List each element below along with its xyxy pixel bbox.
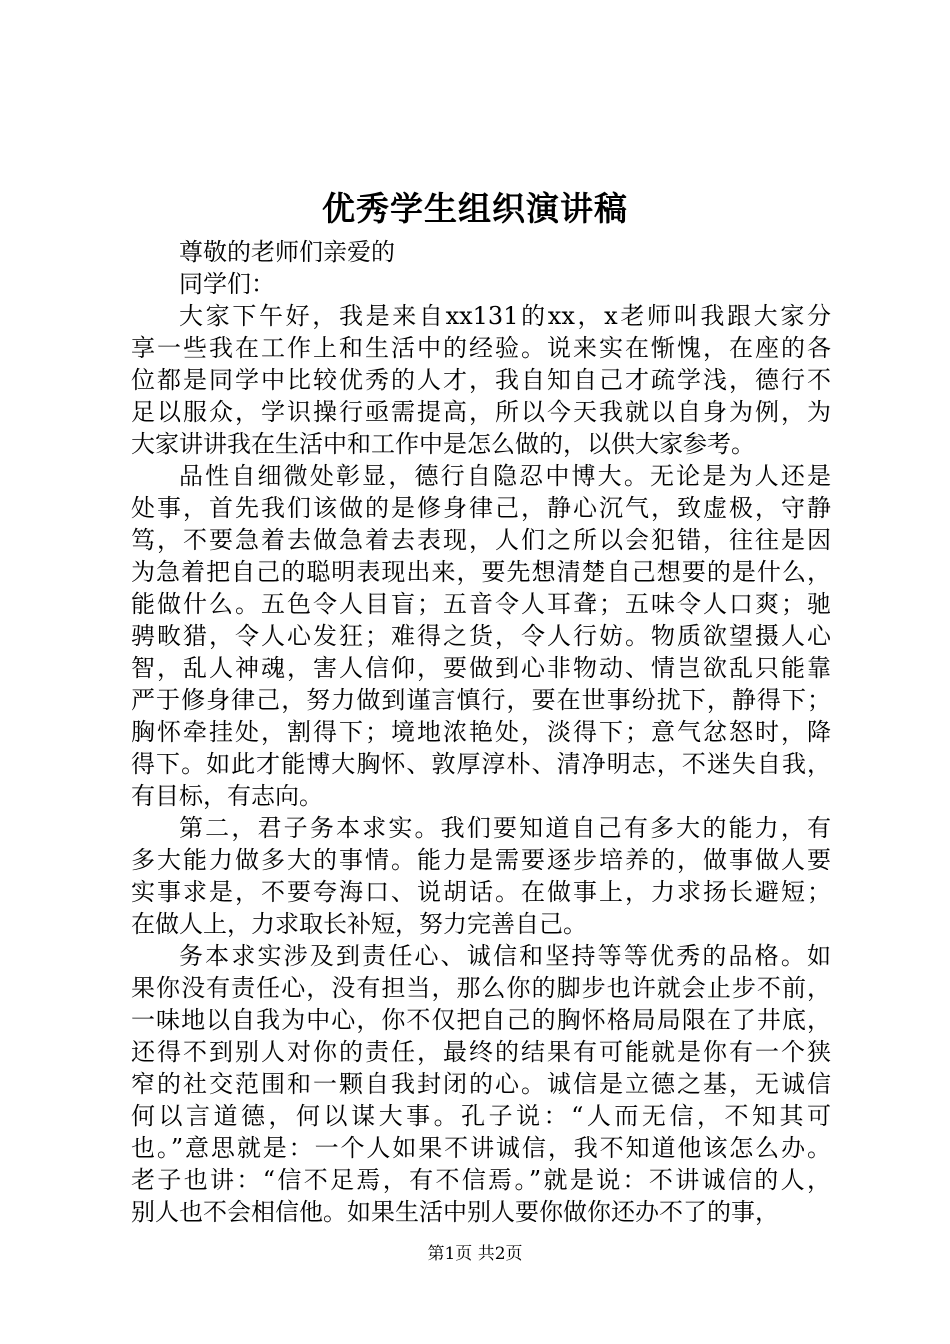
text-line: 第二，君子务本求实。我们要知道自己有多大的能力，有 — [179, 814, 831, 842]
text-line: 笃，不要急着去做急着去表现，人们之所以会犯错，往往是因 — [131, 526, 831, 554]
text-line: 智，乱人神魂，害人信仰，要做到心非物动、情岂欲乱只能靠 — [131, 654, 831, 682]
text-line: 何以言道德，何以谋大事。孔子说：“人而无信，不知其可 — [131, 1102, 831, 1130]
text-line: 果你没有责任心，没有担当，那么你的脚步也许就会止步不前， — [131, 974, 831, 1002]
text-line: 位都是同学中比较优秀的人才，我自知自己才疏学浅，德行不 — [131, 366, 831, 394]
text-line: 一味地以自我为中心，你不仅把自己的胸怀格局局限在了井底， — [131, 1006, 831, 1034]
text-line: 大家讲讲我在生活中和工作中是怎么做的，以供大家参考。 — [131, 430, 755, 458]
text-line: 为急着把自己的聪明表现出来，要先想清楚自己想要的是什么， — [131, 558, 831, 586]
text-line: 有目标，有志向。 — [131, 782, 323, 810]
text-line: 胸怀牵挂处，割得下；境地浓艳处，淡得下；意气忿怒时，降 — [131, 718, 831, 746]
document-body — [131, 236, 831, 1228]
page-footer: 第1页 共2页 — [427, 1244, 523, 1264]
text-line: 足以服众，学识操行亟需提高，所以今天我就以自身为例，为 — [131, 398, 831, 426]
text-line: 处事，首先我们该做的是修身律己，静心沉气，致虚极，守静 — [131, 494, 831, 522]
text-line: 务本求实涉及到责任心、诚信和坚持等等优秀的品格。如 — [179, 942, 831, 970]
text-line: 同学们： — [179, 270, 275, 298]
text-line: 能做什么。五色令人目盲；五音令人耳聋；五味令人口爽；驰 — [131, 590, 831, 618]
text-line: 尊敬的老师们亲爱的 — [179, 238, 395, 266]
text-line: 骋畋猎，令人心发狂；难得之货，令人行妨。物质欲望摄人心 — [131, 622, 831, 650]
text-line: 实事求是，不要夸海口、说胡话。在做事上，力求扬长避短； — [131, 878, 831, 906]
text-line: 大家下午好，我是来自xx131的xx，x老师叫我跟大家分 — [179, 302, 831, 330]
text-line: 享一些我在工作上和生活中的经验。说来实在惭愧，在座的各 — [131, 334, 831, 362]
text-line: 还得不到别人对你的责任，最终的结果有可能就是你有一个狭 — [131, 1038, 831, 1066]
text-line: 别人也不会相信他。如果生活中别人要你做你还办不了的事， — [131, 1198, 779, 1226]
text-line: 在做人上，力求取长补短，努力完善自己。 — [131, 910, 587, 938]
text-line: 也。”意思就是：一个人如果不讲诚信，我不知道他该怎么办。 — [131, 1134, 831, 1162]
text-line: 严于修身律己，努力做到谨言慎行，要在世事纷扰下，静得下； — [131, 686, 831, 714]
text-line: 窄的社交范围和一颗自我封闭的心。诚信是立德之基，无诚信 — [131, 1070, 831, 1098]
text-line: 多大能力做多大的事情。能力是需要逐步培养的，做事做人要 — [131, 846, 831, 874]
text-line: 品性自细微处彰显，德行自隐忍中博大。无论是为人还是 — [179, 462, 831, 490]
document-title: 优秀学生组织演讲稿 — [322, 189, 628, 228]
text-line: 老子也讲：“信不足焉，有不信焉。”就是说：不讲诚信的人， — [131, 1166, 831, 1194]
text-line: 得下。如此才能博大胸怀、敦厚淳朴、清净明志，不迷失自我， — [131, 750, 831, 778]
